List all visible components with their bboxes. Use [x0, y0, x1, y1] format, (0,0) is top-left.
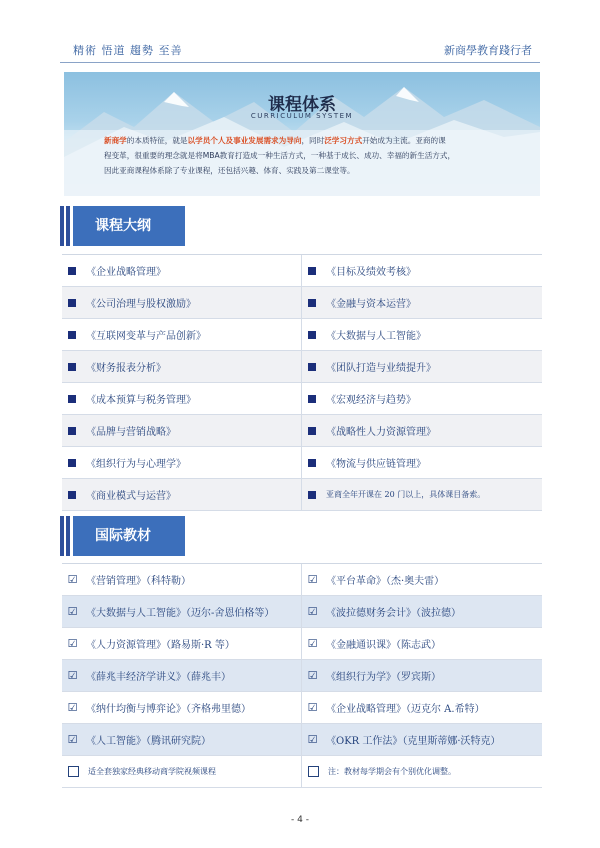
square-bullet-icon — [68, 395, 76, 403]
square-bullet-icon — [308, 491, 316, 499]
course-cell — [302, 415, 542, 446]
course-cell — [62, 383, 302, 414]
checked-box-icon: ☑ — [307, 700, 318, 714]
course-cell — [62, 287, 302, 318]
textbook-cell — [62, 628, 302, 659]
section-accent-bar — [60, 516, 64, 556]
table-row — [62, 415, 542, 447]
textbook-table — [62, 563, 542, 788]
square-bullet-icon — [68, 331, 76, 339]
course-name: 《企业战略管理》 — [86, 267, 166, 278]
textbook-name: 《薛兆丰经济学讲义》（薛兆丰） — [86, 672, 231, 683]
table-row — [62, 255, 542, 287]
textbook-cell — [62, 756, 302, 787]
table-row — [62, 756, 542, 788]
textbook-name: 《波拉德财务会计》（波拉德） — [326, 608, 461, 619]
course-name: 《商业模式与运营》 — [86, 491, 176, 502]
course-cell — [302, 479, 542, 510]
curriculum-banner — [64, 72, 540, 196]
course-name: 《战略性人力资源管理》 — [326, 427, 436, 438]
highlight-text: 泛学习方式 — [324, 136, 363, 145]
course-cell — [302, 383, 542, 414]
checked-box-icon: ☑ — [307, 636, 318, 650]
table-row — [62, 319, 542, 351]
textbook-cell — [302, 692, 542, 723]
square-bullet-icon — [308, 299, 316, 307]
textbook-name: 《OKR 工作法》（克里斯蒂娜·沃特克） — [326, 736, 501, 747]
table-row — [62, 564, 542, 596]
table-row — [62, 351, 542, 383]
section-accent-bar — [66, 206, 70, 246]
course-name: 《组织行为与心理学》 — [86, 459, 186, 470]
banner-title: 课程体系 — [268, 95, 336, 115]
textbook-cell — [302, 628, 542, 659]
body-text: ，同时 — [301, 136, 325, 145]
checked-box-icon: ☑ — [307, 668, 318, 682]
textbook-cell — [62, 724, 302, 755]
textbook-name: 适全套独家经典移动商学院视频课程 — [88, 767, 216, 776]
textbook-name: 《金融通识课》（陈志武） — [326, 640, 441, 651]
course-cell — [62, 319, 302, 350]
highlight-text: 新商学 — [104, 136, 127, 145]
textbook-cell — [62, 660, 302, 691]
checked-box-icon: ☑ — [307, 732, 318, 746]
course-name: 《物流与供应链管理》 — [326, 459, 426, 470]
table-row — [62, 628, 542, 660]
table-row — [62, 660, 542, 692]
checked-box-icon: ☑ — [67, 572, 78, 586]
section-title-outline: 课程大纲 — [73, 206, 185, 246]
course-name: 《互联网变革与产品创新》 — [86, 331, 206, 342]
course-cell — [62, 255, 302, 286]
course-name: 《成本预算与税务管理》 — [86, 395, 196, 406]
course-name: 《宏观经济与趋势》 — [326, 395, 416, 406]
course-name: 《品牌与营销战略》 — [86, 427, 176, 438]
course-cell — [302, 287, 542, 318]
table-row — [62, 596, 542, 628]
square-bullet-icon — [68, 427, 76, 435]
textbook-name: 《营销管理》（科特勒） — [86, 576, 191, 587]
highlight-text: 以学员个人及事业发展需求为导向 — [187, 136, 302, 145]
textbook-name: 《平台革命》（杰·奥夫雷） — [326, 576, 445, 587]
section-title-textbooks: 国际教材 — [73, 516, 185, 556]
header-tagline: 新商學教育踐行者 — [444, 44, 532, 57]
table-row — [62, 724, 542, 756]
course-cell — [302, 351, 542, 382]
textbook-name: 《人力资源管理》（路易斯·R 等） — [86, 640, 235, 651]
header-divider — [60, 62, 540, 63]
body-text: 程变革，很重要的理念就是将MBA教育打造成一种生活方式，一种基于成长、成功、幸福的新生活方式， — [104, 151, 456, 160]
section-accent-bar — [60, 206, 64, 246]
empty-box-icon — [308, 766, 319, 777]
course-name: 《目标及绩效考核》 — [326, 267, 416, 278]
square-bullet-icon — [68, 363, 76, 371]
course-cell — [302, 319, 542, 350]
square-bullet-icon — [308, 395, 316, 403]
square-bullet-icon — [68, 299, 76, 307]
checked-box-icon: ☑ — [307, 572, 318, 586]
checked-box-icon: ☑ — [67, 700, 78, 714]
textbook-cell — [302, 756, 542, 787]
checked-box-icon: ☑ — [67, 668, 78, 682]
body-text: 的本质特征，就是 — [126, 136, 188, 145]
course-name: 《团队打造与业绩提升》 — [326, 363, 436, 374]
textbook-cell — [62, 564, 302, 595]
page-number: - 4 - — [291, 815, 309, 825]
course-cell — [62, 447, 302, 478]
section-accent-bar — [66, 516, 70, 556]
textbook-cell — [302, 724, 542, 755]
square-bullet-icon — [308, 363, 316, 371]
textbook-cell — [302, 596, 542, 627]
table-row — [62, 447, 542, 479]
textbook-cell — [302, 660, 542, 691]
table-row — [62, 383, 542, 415]
outline-table — [62, 254, 542, 511]
course-name: 亚商全年开课在 20 门以上，具体课目备索。 — [326, 490, 486, 499]
course-name: 《公司治理与股权激励》 — [86, 299, 196, 310]
banner-description — [104, 133, 510, 178]
square-bullet-icon — [308, 427, 316, 435]
square-bullet-icon — [308, 331, 316, 339]
square-bullet-icon — [68, 491, 76, 499]
textbook-name: 注：教材每学期会有个别优化调整。 — [328, 767, 456, 776]
textbook-name: 《大数据与人工智能》（迈尔-舍恩伯格等） — [86, 608, 275, 619]
textbook-name: 《企业战略管理》（迈克尔 A.希特） — [326, 704, 485, 715]
course-cell — [62, 415, 302, 446]
table-row — [62, 287, 542, 319]
banner-subtitle: CURRICULUM SYSTEM — [250, 112, 354, 120]
checked-box-icon: ☑ — [67, 636, 78, 650]
course-cell — [302, 447, 542, 478]
checked-box-icon: ☑ — [67, 604, 78, 618]
textbook-name: 《人工智能》（腾讯研究院） — [86, 736, 211, 747]
empty-box-icon — [68, 766, 79, 777]
textbook-cell — [62, 692, 302, 723]
table-row — [62, 692, 542, 724]
header-slogan: 精術 悟道 趨勢 至善 — [73, 44, 183, 57]
textbook-name: 《纳什均衡与博弈论》（齐格弗里德） — [86, 704, 251, 715]
square-bullet-icon — [308, 267, 316, 275]
square-bullet-icon — [308, 459, 316, 467]
body-text: 因此亚商课程体系除了专业课程，还包括兴趣、体育、实践及第二课堂等。 — [104, 166, 355, 175]
body-text: 开始成为主流。亚商的课 — [362, 136, 446, 145]
checked-box-icon: ☑ — [307, 604, 318, 618]
table-row — [62, 479, 542, 511]
textbook-name: 《组织行为学》（罗宾斯） — [326, 672, 441, 683]
square-bullet-icon — [68, 267, 76, 275]
square-bullet-icon — [68, 459, 76, 467]
course-name: 《金融与资本运营》 — [326, 299, 416, 310]
course-cell — [62, 351, 302, 382]
textbook-cell — [302, 564, 542, 595]
course-name: 《大数据与人工智能》 — [326, 331, 426, 342]
textbook-cell — [62, 596, 302, 627]
course-cell — [62, 479, 302, 510]
course-name: 《财务报表分析》 — [86, 363, 166, 374]
course-cell — [302, 255, 542, 286]
checked-box-icon: ☑ — [67, 732, 78, 746]
